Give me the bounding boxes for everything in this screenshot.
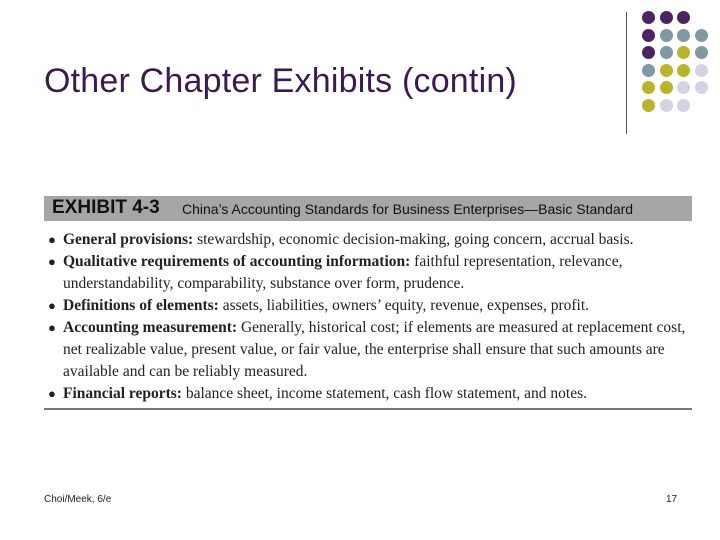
decorative-dot [642,99,655,112]
decorative-dot [677,11,690,24]
exhibit-bullet-list [46,229,686,405]
decorative-dot [642,64,655,77]
decorative-dot [677,46,690,59]
item-term: Definitions of elements: [63,297,219,314]
page-number: 17 [666,494,678,505]
item-text: assets, liabilities, owners’ equity, revenue, expenses, profit. [218,297,590,314]
item-text: Generally, historical cost; if elements are measured at replacement cost, net realizable value, present value, or fair value, the enterprise shall ensure that such amounts are available and can be reliably measured. [63,319,686,380]
decorative-dot [677,64,690,77]
bullet-icon: ● [48,320,56,335]
decorative-dot [660,99,673,112]
decorative-dot [660,46,673,59]
decorative-dot [642,46,655,59]
decorative-dot [660,64,673,77]
item-term: General provisions: [63,231,194,248]
exhibit-header [44,196,692,221]
exhibit-number: EXHIBIT 4-3 [52,197,160,218]
decorative-dot-grid [0,0,720,140]
bullet-icon: ● [48,254,56,269]
bullet-icon: ● [48,232,56,247]
exhibit-title: China’s Accounting Standards for Business Enterprises—Basic Standard [182,201,634,217]
decorative-dot [695,29,708,42]
item-term: Accounting measurement: [63,319,238,336]
decorative-dot [642,29,655,42]
list-item [46,317,686,383]
item-text: stewardship, economic decision-making, going concern, accrual basis. [193,231,634,248]
decorative-dot [677,81,690,94]
list-item [46,251,686,295]
item-term: Financial reports: [63,385,182,402]
footer-citation: Choi/Meek, 6/e [44,494,112,505]
item-term: Qualitative requirements of accounting information: [63,253,411,270]
decorative-dot [677,29,690,42]
slide-title: Other Chapter Exhibits (contin) [44,62,517,100]
decorative-dot [695,81,708,94]
decorative-dot [660,29,673,42]
bullet-icon: ● [48,298,56,313]
list-item [46,295,686,317]
item-text: faithful representation, relevance, understandability, comparability, substance over form, prudence. [63,253,623,292]
list-item [46,229,686,251]
decorative-dot [642,11,655,24]
decorative-dot [695,64,708,77]
bullet-icon: ● [48,386,56,401]
decorative-dot [695,46,708,59]
decorative-dot [677,99,690,112]
list-item [46,383,686,405]
decorative-dot [660,11,673,24]
decorative-dot [642,81,655,94]
exhibit-bottom-rule [44,408,692,410]
decorative-dot [660,81,673,94]
item-text: balance sheet, income statement, cash flow statement, and notes. [181,385,587,402]
